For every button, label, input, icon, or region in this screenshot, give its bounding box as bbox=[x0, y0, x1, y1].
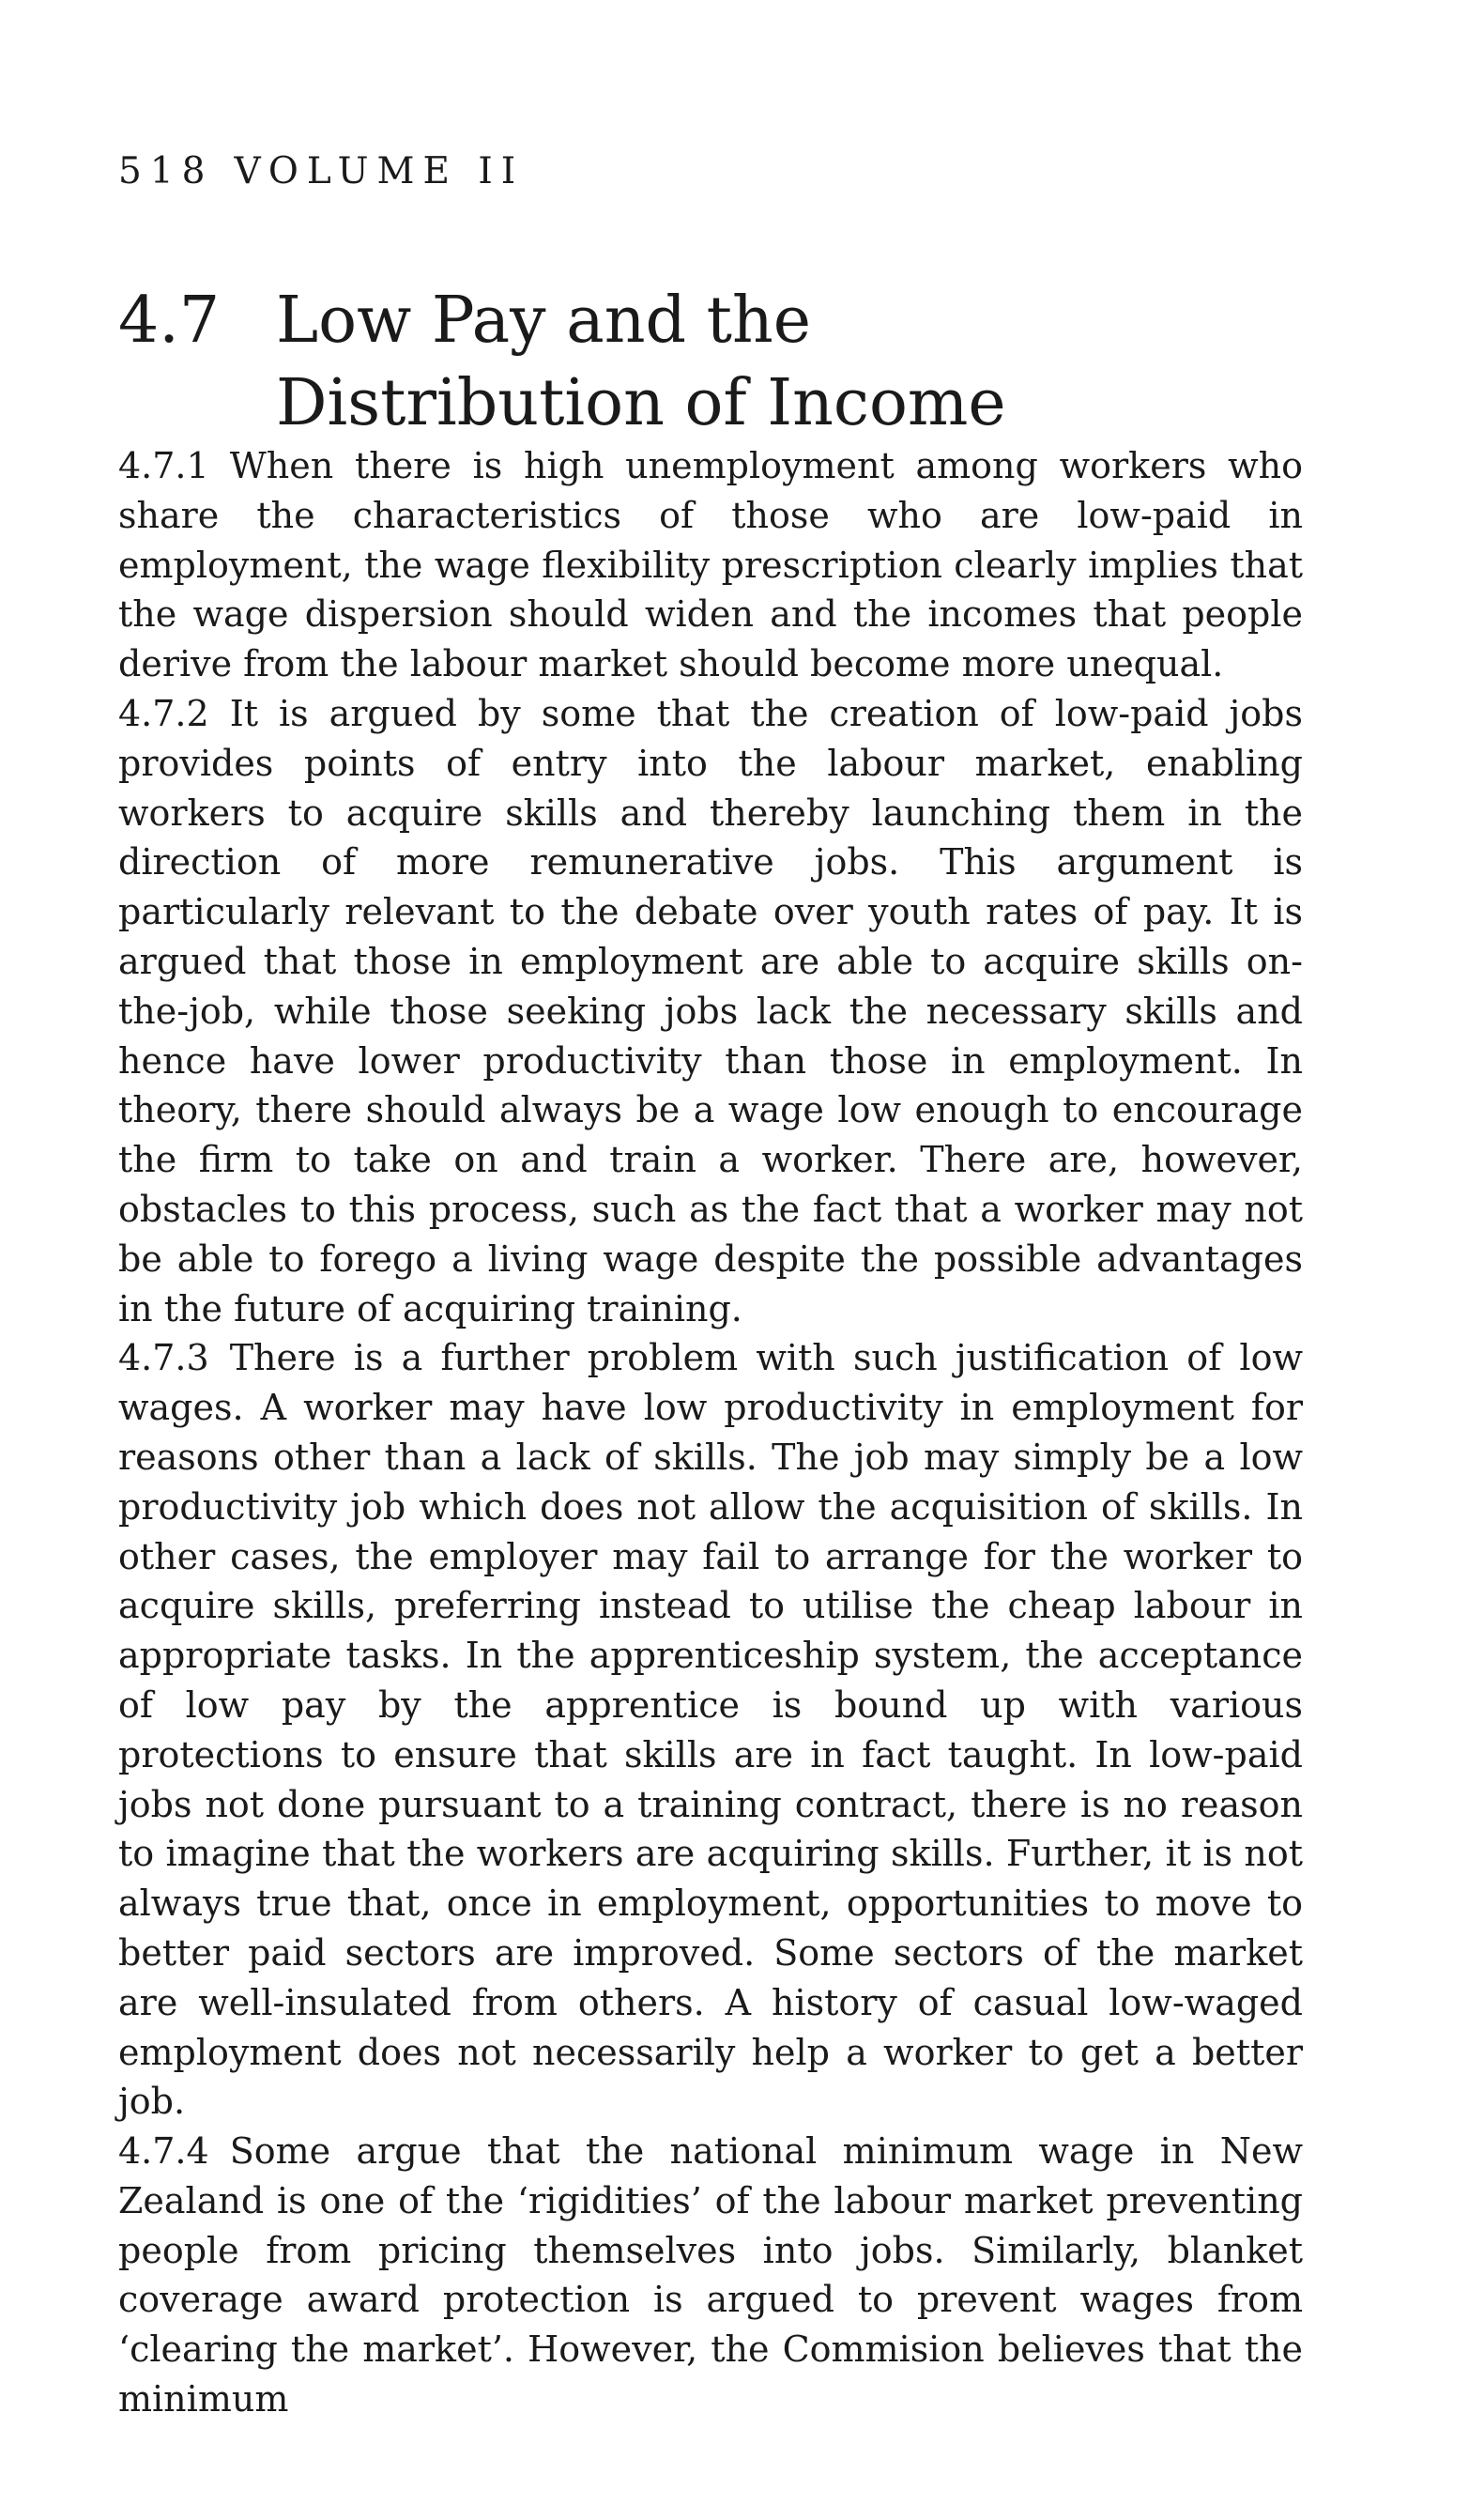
section-heading bbox=[118, 280, 1303, 445]
paragraph-number: 4.7.1 bbox=[118, 445, 209, 486]
paragraph-4-7-1 bbox=[118, 441, 1303, 689]
paragraph-4-7-3 bbox=[118, 1333, 1303, 2127]
page-number: 518 bbox=[118, 150, 214, 192]
paragraph-text: When there is high unemployment among workers who share the characteristics of those who are low-paid in employment, the wage flexibility prescription clearly implies that the wage dispersion should widen and the incomes that people derive from the labour market should become more unequal. bbox=[118, 445, 1303, 685]
running-head bbox=[118, 150, 524, 192]
paragraph-text: There is a further problem with such justification of low wages. A worker may have low productivity in employment for reasons other than a lack of skills. The job may simply be a low productivity job which does not allow the acquisition of skills. In other cases, the employer may fail to arrange for the worker to acquire skills, preferring instead to utilise the cheap labour in appropriate tasks. In the apprenticeship system, the acceptance of low pay by the apprentice is bound up with various protections to ensure that skills are in fact taught. In low-paid jobs not done pursuant to a training contract, there is no reason to imagine that the workers are acquiring skills. Further, it is not always true that, once in employment, opportunities to move to better paid sectors are improved. Some sectors of the market are well-insulated from others. A history of casual low-waged employment does not necessarily help a worker to get a better job. bbox=[118, 1337, 1303, 2123]
paragraph-number: 4.7.2 bbox=[118, 692, 209, 734]
section-title: Low Pay and the Distribution of Income bbox=[276, 283, 1006, 440]
section-number: 4.7 bbox=[118, 283, 221, 358]
paragraph-number: 4.7.3 bbox=[118, 1337, 209, 1379]
paragraph-text: Some argue that the national minimum wage in New Zealand is one of the ‘rigidities’ of the labour market preventing people from pricing themselves into jobs. Similarly, blanket coverage award protection is argued to prevent wages from ‘clearing the market’. However, the Commision believes that the minimum bbox=[118, 2130, 1303, 2420]
paragraph-4-7-2 bbox=[118, 689, 1303, 1333]
paragraph-text: It is argued by some that the creation of low-paid jobs provides points of entry into the labour market, enabling workers to acquire skills and thereby launching them in the direction of more remunerative jobs. This argument is particularly relevant to the debate over youth rates of pay. It is argued that those in employment are able to acquire skills on-the-job, while those seeking jobs lack the necessary skills and hence have lower productivity than those in employment. In theory, there should always be a wage low enough to encourage the firm to take on and train a worker. There are, however, obstacles to this process, such as the fact that a worker may not be able to forego a living wage despite the possible advantages in the future of acquiring training. bbox=[118, 692, 1303, 1329]
paragraph-4-7-4 bbox=[118, 2127, 1303, 2424]
paragraph-number: 4.7.4 bbox=[118, 2130, 209, 2173]
body-text bbox=[118, 441, 1303, 2424]
volume-label: VOLUME II bbox=[234, 150, 525, 192]
